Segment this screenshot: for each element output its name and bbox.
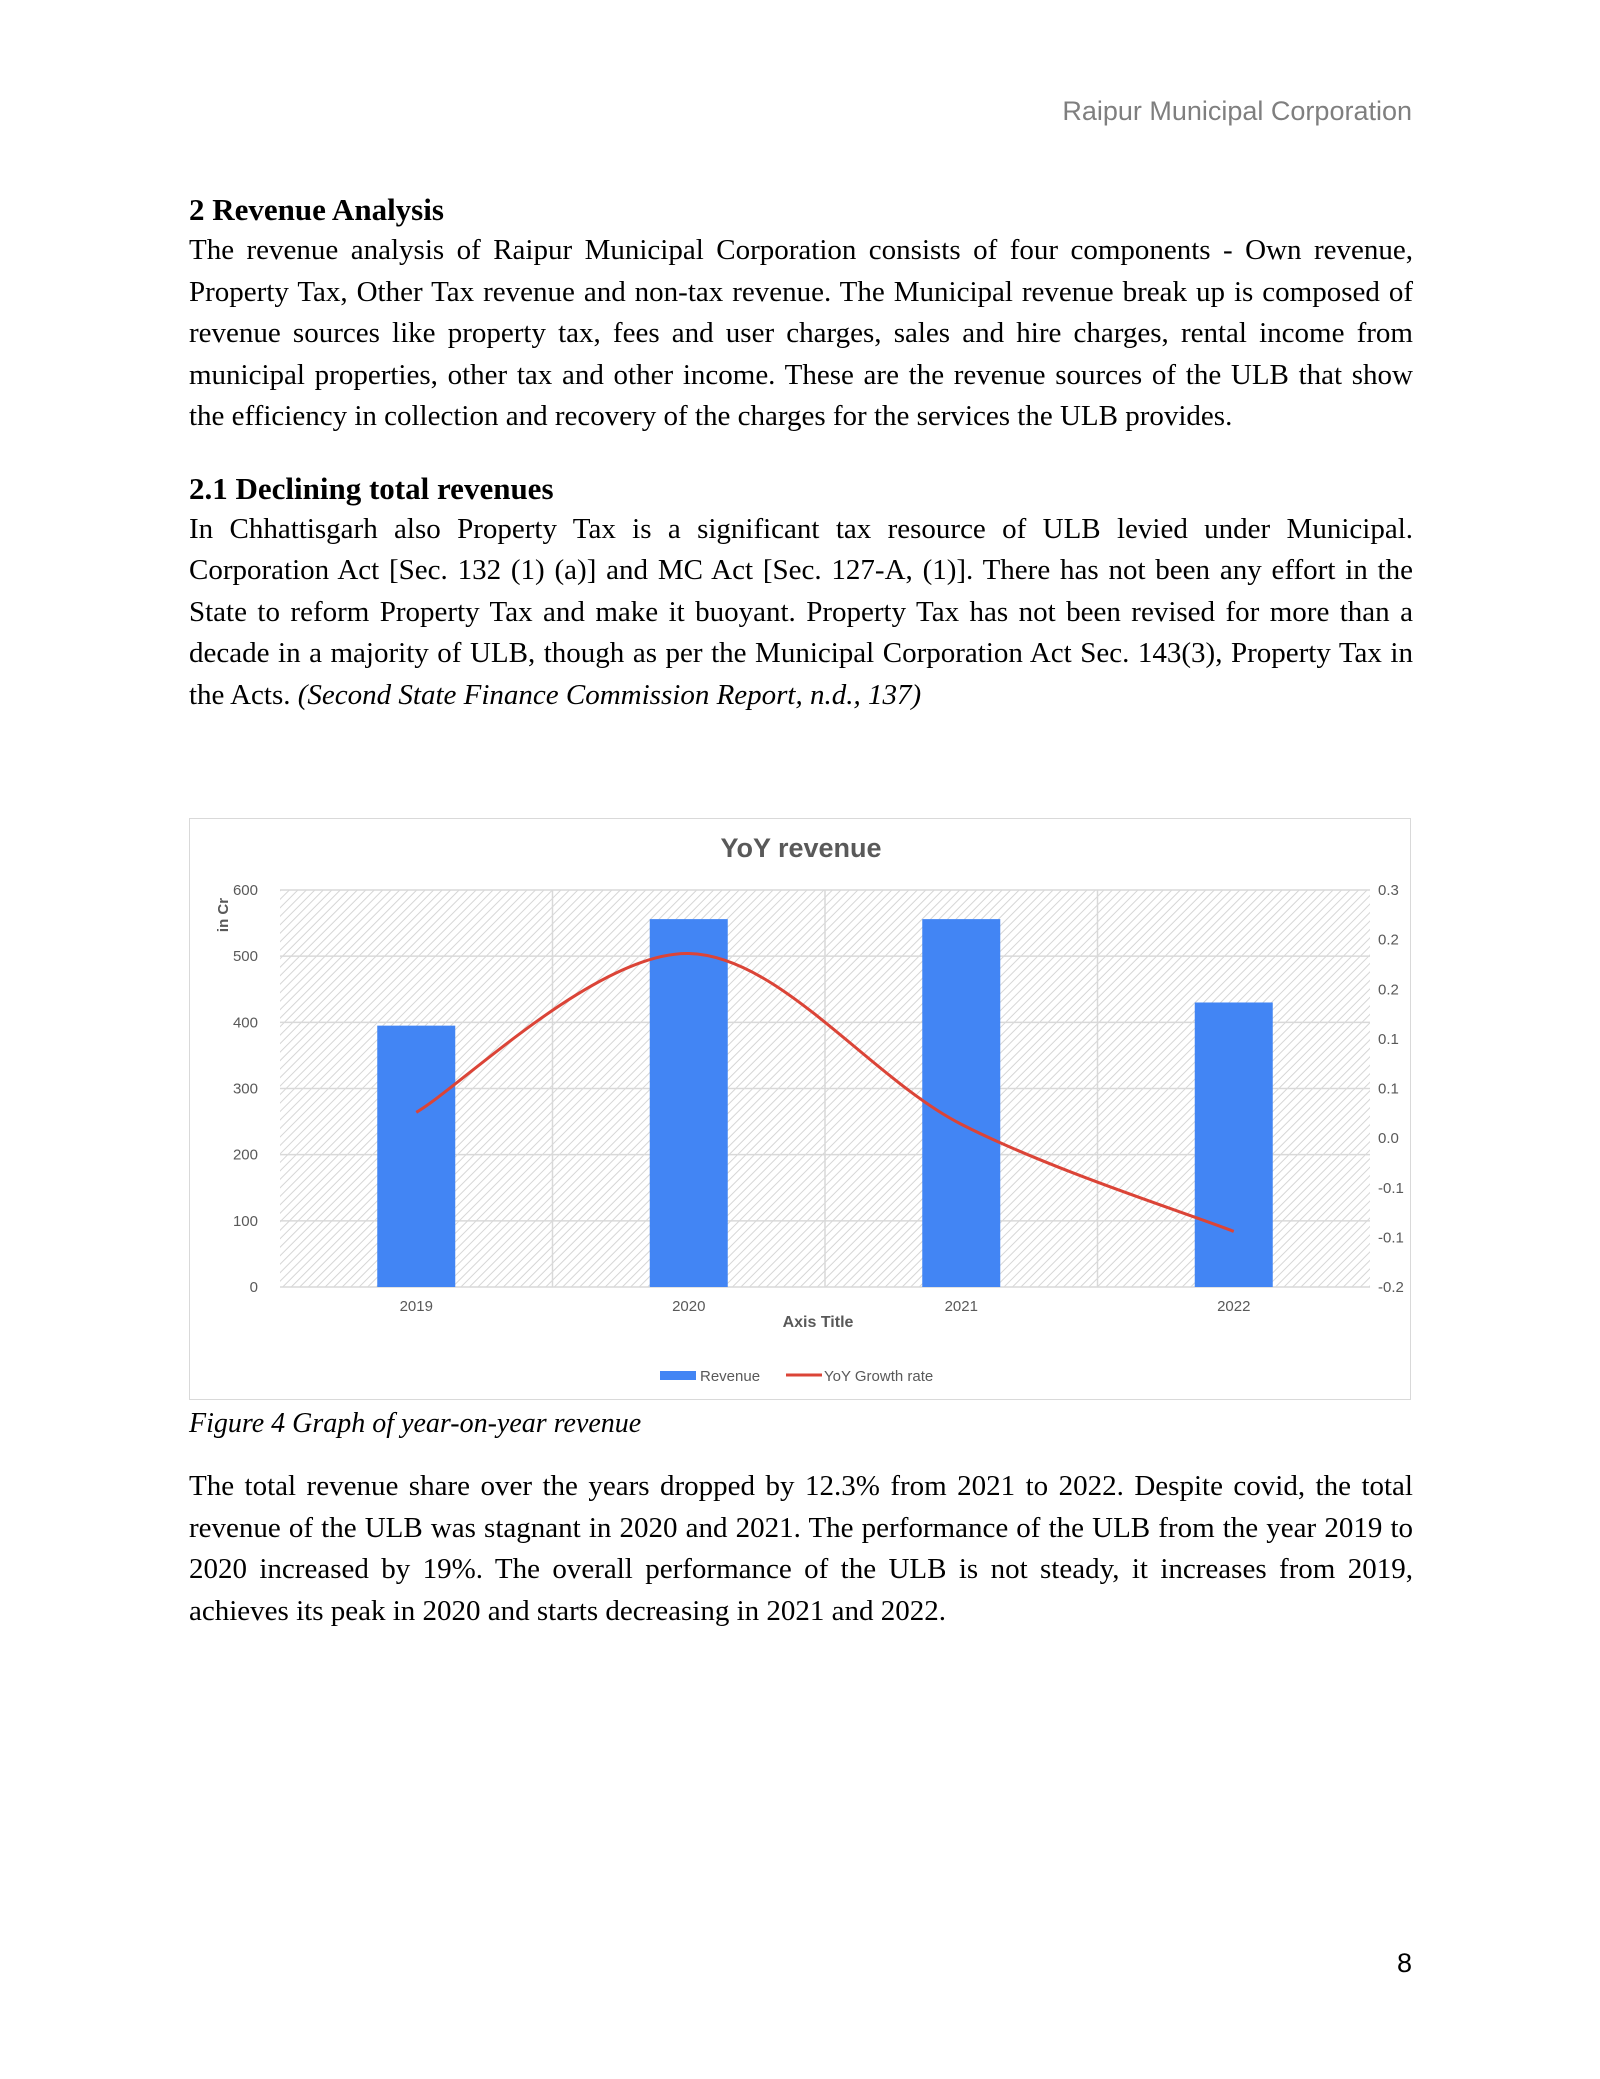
y2-tick-label: 0.1 xyxy=(1378,1030,1399,1048)
section-heading: 2 Revenue Analysis xyxy=(189,192,444,227)
revenue-bar xyxy=(1195,1002,1273,1287)
legend-revenue-label: Revenue xyxy=(700,1368,761,1385)
revenue-bar xyxy=(922,919,1000,1287)
legend xyxy=(660,1368,933,1385)
legend-growth-label: YoY Growth rate xyxy=(824,1368,934,1385)
page-number: 8 xyxy=(1396,1948,1412,1978)
subsection-paragraph xyxy=(189,509,1413,717)
y2-tick-label: -0.2 xyxy=(1378,1279,1404,1296)
citation: (Second State Finance Commission Report, n.d., 137) xyxy=(297,678,922,711)
x-axis-label: Axis Title xyxy=(782,1314,854,1331)
chart-canvas xyxy=(190,819,1412,1401)
y2-tick-label: 0.1 xyxy=(1378,1080,1399,1098)
revenue-bar xyxy=(377,1026,455,1287)
y-axis-label: in Cr xyxy=(215,897,232,933)
analysis-paragraph-container xyxy=(189,1466,1413,1632)
y-tick-label: 600 xyxy=(232,882,258,899)
main-content xyxy=(189,190,1413,716)
y-tick-label: 200 xyxy=(232,1146,258,1164)
y2-tick-label: 0.2 xyxy=(1378,931,1399,949)
running-header: Raipur Municipal Corporation xyxy=(1062,96,1412,126)
figure-caption: Figure 4 Graph of year-on-year revenue xyxy=(189,1408,642,1439)
revenue-bar xyxy=(650,919,728,1287)
y2-tick-label: 0.0 xyxy=(1378,1130,1399,1148)
section-revenue-analysis xyxy=(189,190,1413,438)
y2-tick-label: 0.2 xyxy=(1378,981,1399,999)
y-tick-label: 0 xyxy=(249,1279,258,1296)
section-declining-revenues xyxy=(189,469,1413,717)
y-tick-label: 300 xyxy=(232,1080,258,1098)
y2-tick-label: -0.1 xyxy=(1378,1179,1404,1197)
y2-tick-label: 0.3 xyxy=(1378,882,1399,899)
yoy-revenue-chart xyxy=(189,818,1411,1400)
y-tick-label: 500 xyxy=(232,948,258,966)
analysis-paragraph: The total revenue share over the years dropped by 12.3% from 2021 to 2022. Despite covid, the total revenue of the ULB was stagnant in 2020 and 2021. The performance of the ULB from the year 2019 to 2020 increased by 19%. The overall performance of the ULB is not steady, it increases from 2019, achieves its peak in 2020 and starts decreasing in 2021 and 2022. xyxy=(189,1470,1413,1627)
x-tick-label: 2019 xyxy=(399,1298,433,1315)
section-paragraph: The revenue analysis of Raipur Municipal Corporation consists of four components - Own revenue, Property Tax, Other Tax revenue and non-tax revenue. The Municipal revenue break up is composed of revenue sources like property tax, fees and user charges, sales and hire charges, rental income from municipal properties, other tax and other income. These are the revenue sources of the ULB that show the efficiency in collection and recovery of the charges for the services the ULB provides. xyxy=(189,234,1413,432)
subsection-heading: 2.1 Declining total revenues xyxy=(189,470,554,506)
x-tick-label: 2022 xyxy=(1217,1298,1251,1315)
y-tick-label: 400 xyxy=(232,1014,258,1032)
chart-title: YoY revenue xyxy=(720,833,882,863)
subsection-text: In Chhattisgarh also Property Tax is a significant tax resource of ULB levied under Municipal. Corporation Act [Sec. 132 (1) (a)] and MC Act [Sec. 127-A, (1)]. There has not been any effort in the State to reform Property Tax and make it buoyant. Property Tax has not been revised for more than a decade in a majority of ULB, though as per the Municipal Corporation Act Sec. 143(3), Property Tax in the Acts. xyxy=(189,512,1413,711)
x-tick-label: 2020 xyxy=(672,1298,706,1315)
x-tick-label: 2021 xyxy=(944,1298,978,1315)
legend-revenue-swatch xyxy=(660,1371,696,1380)
y-tick-label: 100 xyxy=(232,1212,258,1230)
y2-tick-label: -0.1 xyxy=(1378,1229,1404,1247)
